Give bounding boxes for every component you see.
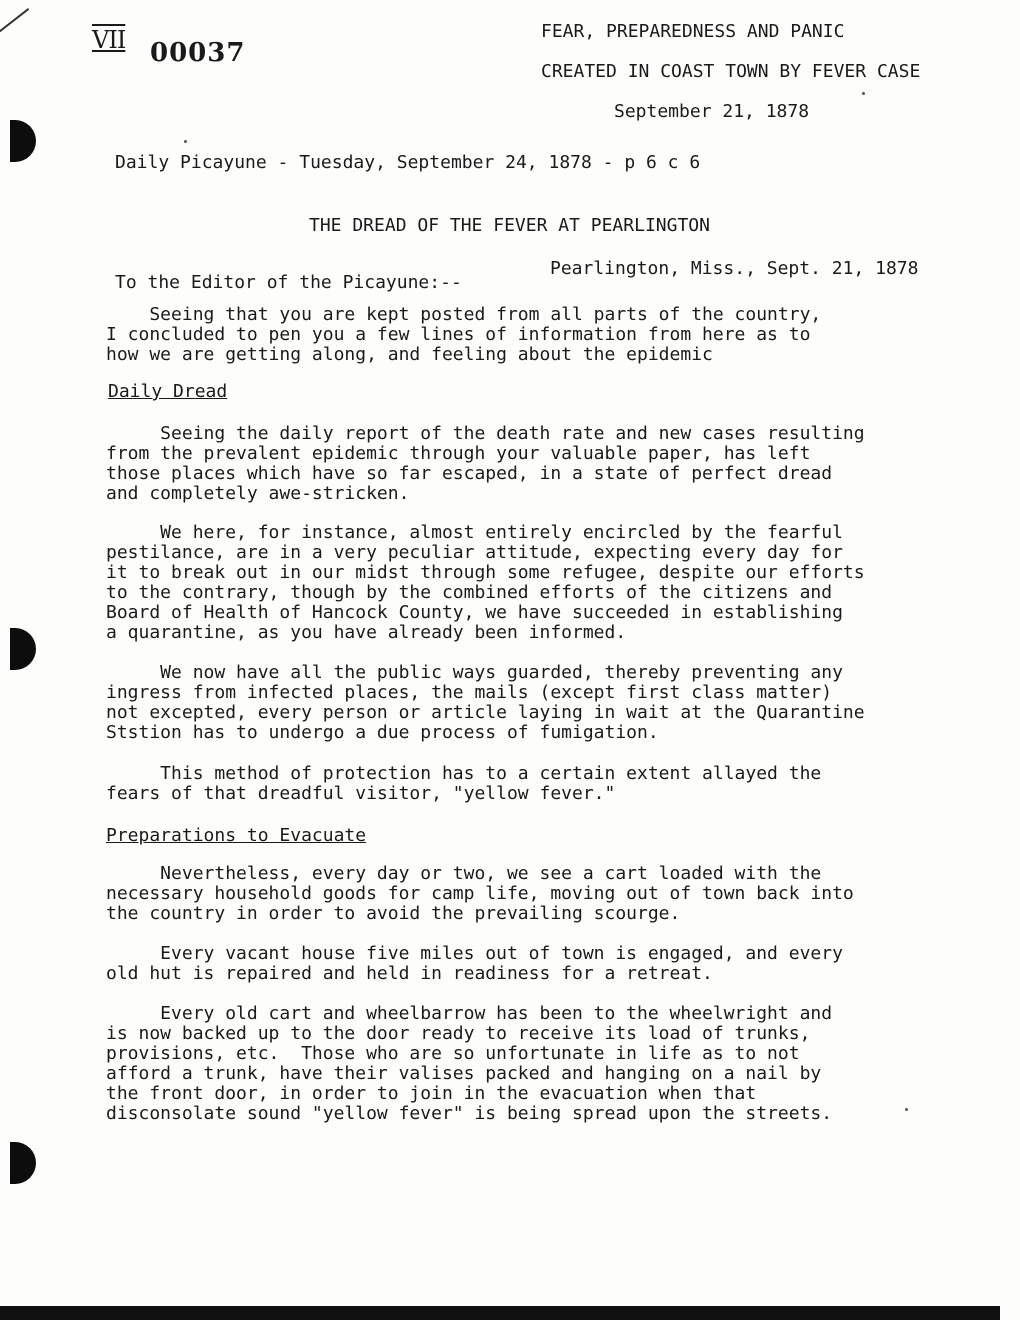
text-line: Ststion has to undergo a due process of fumigation. xyxy=(106,722,659,743)
text-line: Every old cart and wheelbarrow has been to the wheelwright and xyxy=(106,1003,833,1024)
punch-hole-bottom xyxy=(10,1142,36,1184)
scan-speck xyxy=(862,92,865,95)
paragraph xyxy=(106,944,1006,984)
section-heading-daily-dread: Daily Dread xyxy=(108,381,228,402)
source-citation: Daily Picayune - Tuesday, September 24, 1878 - p 6 c 6 xyxy=(115,152,701,173)
header-title-line1: FEAR, PREPAREDNESS AND PANIC xyxy=(541,21,845,42)
scan-edge-bar xyxy=(0,1306,1000,1320)
paragraph xyxy=(106,864,1006,924)
text-line: the country in order to avoid the prevailing scourge. xyxy=(106,903,681,924)
text-line: a quarantine, as you have already been informed. xyxy=(106,622,627,643)
text-line: necessary household goods for camp life, moving out of town back into xyxy=(106,883,854,904)
document-number: 00037 xyxy=(150,38,246,68)
text-line: is now backed up to the door ready to receive its load of trunks, xyxy=(106,1023,811,1044)
text-line: not excepted, every person or article laying in wait at the Quarantine xyxy=(106,702,865,723)
text-line: ingress from infected places, the mails (except first class matter) xyxy=(106,682,833,703)
header-date: September 21, 1878 xyxy=(614,101,810,122)
article-title: THE DREAD OF THE FEVER AT PEARLINGTON xyxy=(309,215,710,236)
text-line: from the prevalent epidemic through your valuable paper, has left xyxy=(106,443,811,464)
punch-hole-top xyxy=(10,120,36,162)
text-line: the front door, in order to join in the evacuation when that xyxy=(106,1083,757,1104)
text-line: I concluded to pen you a few lines of information from here as to xyxy=(106,324,811,345)
paragraph xyxy=(106,523,1006,643)
punch-hole-middle xyxy=(10,628,36,670)
header-title-line2: CREATED IN COAST TOWN BY FEVER CASE xyxy=(541,61,921,82)
text-line: fears of that dreadful visitor, "yellow fever." xyxy=(106,783,616,804)
roman-numeral: VII xyxy=(92,26,126,54)
text-line: old hut is repaired and held in readiness for a retreat. xyxy=(106,963,713,984)
text-line: and completely awe-stricken. xyxy=(106,483,410,504)
scan-speck xyxy=(184,140,187,143)
text-line: how we are getting along, and feeling about the epidemic xyxy=(106,344,713,365)
paragraph xyxy=(106,1004,1006,1124)
paragraph xyxy=(106,663,1006,743)
text-line: it to break out in our midst through some refugee, despite our efforts xyxy=(106,562,865,583)
text-line: provisions, etc. Those who are so unfortunate in life as to not xyxy=(106,1043,800,1064)
intro-paragraph xyxy=(106,305,1006,365)
section-heading-preparations: Preparations to Evacuate xyxy=(106,825,367,846)
salutation: To the Editor of the Picayune:-- xyxy=(115,272,462,293)
text-line: to the contrary, though by the combined efforts of the citizens and xyxy=(106,582,833,603)
text-line: Seeing that you are kept posted from all parts of the country, xyxy=(106,304,822,325)
text-line: Every vacant house five miles out of town is engaged, and every xyxy=(106,943,843,964)
text-line: disconsolate sound "yellow fever" is being spread upon the streets. xyxy=(106,1103,833,1124)
text-line: Seeing the daily report of the death rate and new cases resulting xyxy=(106,423,865,444)
pen-mark xyxy=(0,8,29,40)
paragraph xyxy=(106,424,1006,504)
text-line: pestilance, are in a very peculiar attitude, expecting every day for xyxy=(106,542,843,563)
text-line: those places which have so far escaped, in a state of perfect dread xyxy=(106,463,833,484)
dateline: Pearlington, Miss., Sept. 21, 1878 xyxy=(550,258,919,279)
text-line: We now have all the public ways guarded, thereby preventing any xyxy=(106,662,843,683)
scan-speck xyxy=(905,1108,908,1111)
text-line: This method of protection has to a certain extent allayed the xyxy=(106,763,822,784)
paragraph xyxy=(106,764,1006,804)
text-line: Nevertheless, every day or two, we see a cart loaded with the xyxy=(106,863,822,884)
text-line: We here, for instance, almost entirely encircled by the fearful xyxy=(106,522,843,543)
text-line: Board of Health of Hancock County, we have succeeded in establishing xyxy=(106,602,843,623)
text-line: afford a trunk, have their valises packed and hanging on a nail by xyxy=(106,1063,822,1084)
